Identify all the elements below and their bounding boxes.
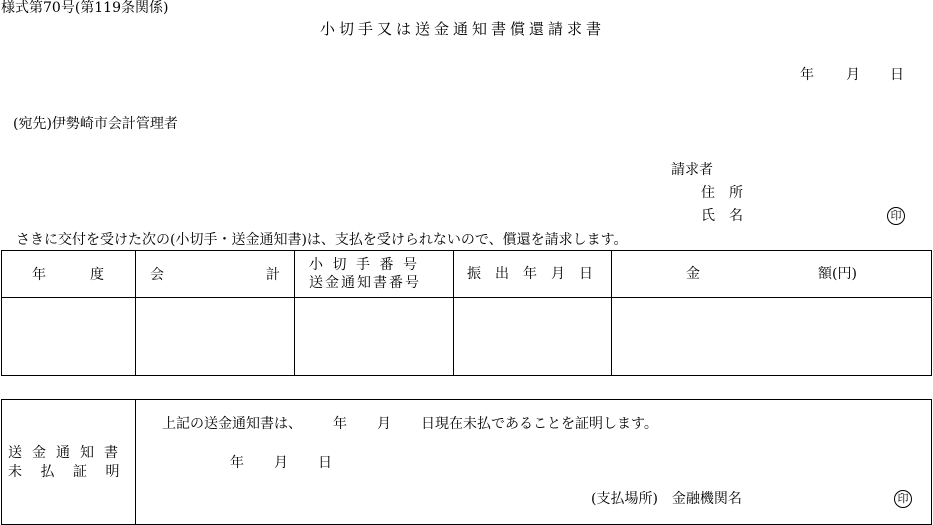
cert-month-label: 月: [377, 416, 391, 432]
table-header-divider: [1, 297, 932, 298]
header-fiscal-year-char2: 度: [90, 266, 104, 283]
cert-left-border: [1, 399, 2, 525]
table-right-border: [931, 250, 932, 376]
date-day-label: 日: [890, 67, 904, 83]
cert-label-line2: 未払証明: [8, 464, 138, 480]
form-number: 様式第70号(第119条関係): [1, 0, 169, 16]
cert-payer-label: (支払場所) 金融機関名: [591, 491, 742, 507]
table-column-divider: [453, 250, 454, 376]
table-column-divider: [294, 250, 295, 376]
requester-name-label: 氏 名: [701, 208, 743, 224]
cert-label-divider: [135, 399, 136, 525]
table-top-border: [1, 250, 932, 251]
table-column-divider: [611, 250, 612, 376]
page-title: 小切手又は送金通知書償還請求書: [320, 20, 606, 38]
table-bottom-border: [1, 375, 932, 376]
header-fiscal-year: [32, 250, 104, 297]
cert-right-border: [931, 399, 932, 525]
request-statement: さきに交付を受けた次の(小切手・送金通知書)は、支払を受けられないので、償還を請求します。: [16, 232, 628, 248]
cert-top-border: [1, 399, 932, 400]
cert-sentence-prefix: 上記の送金通知書は、: [162, 416, 302, 432]
header-fiscal-year-char1: 年: [32, 266, 46, 283]
requester-address-label: 住 所: [701, 185, 743, 201]
requester-seal-icon: 印: [887, 207, 905, 225]
cert-label-line1: 送金通知書: [8, 445, 128, 461]
header-amount-unit: 額(円): [818, 266, 857, 282]
requester-heading: 請求者: [671, 162, 713, 178]
table-column-divider: [135, 250, 136, 376]
header-check-number: 小切手番号: [309, 257, 427, 273]
header-account: [150, 250, 280, 297]
date-month-label: 月: [846, 67, 860, 83]
cert-date-day-label: 日: [318, 455, 332, 471]
cert-year-label: 年: [333, 416, 347, 432]
date-year-label: 年: [800, 67, 814, 83]
cert-seal-icon: 印: [894, 490, 912, 508]
header-remittance-number: 送金通知書番号: [309, 275, 421, 291]
addressee: (宛先)伊勢崎市会計管理者: [13, 116, 178, 132]
cert-sentence-suffix: 日現在未払であることを証明します。: [421, 416, 658, 432]
header-account-char2: 計: [266, 266, 280, 283]
header-issue-date: 振出年月日: [467, 266, 607, 282]
header-account-char1: 会: [150, 266, 164, 283]
cert-date-year-label: 年: [230, 455, 244, 471]
cert-date-month-label: 月: [274, 455, 288, 471]
header-amount: 金: [686, 266, 700, 282]
table-left-border: [1, 250, 2, 376]
